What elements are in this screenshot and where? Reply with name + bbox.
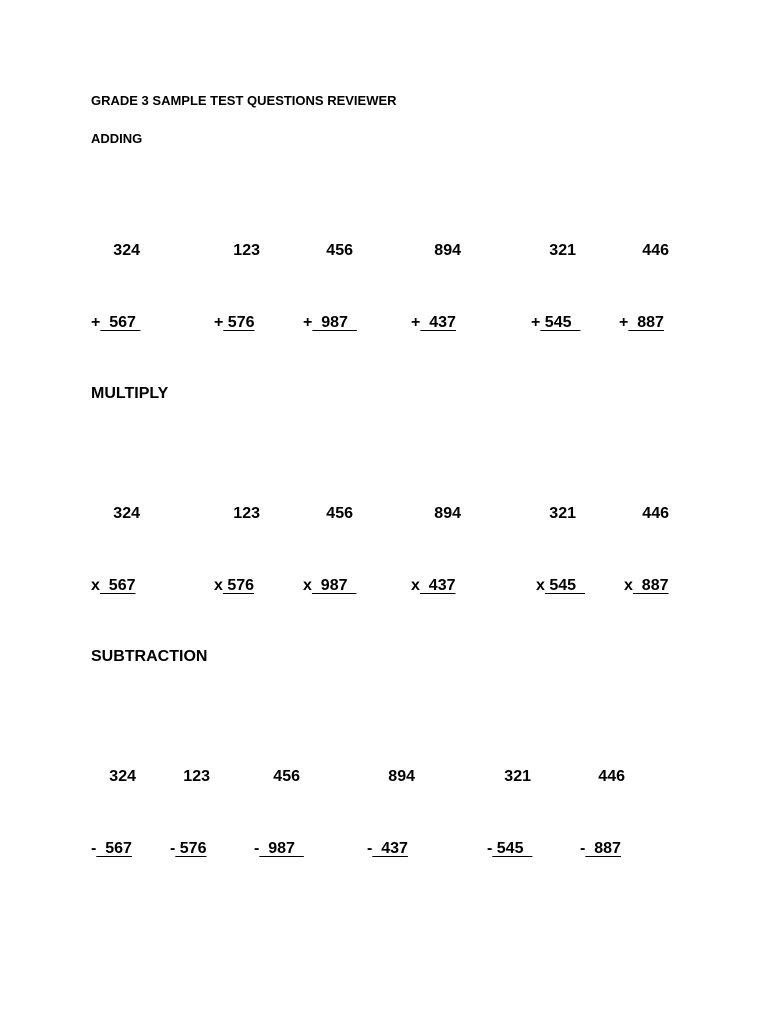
- times-sign: x: [536, 577, 545, 594]
- factor-bottom: 545: [544, 577, 585, 594]
- minuend: 123: [183, 768, 210, 785]
- times-sign: x: [214, 577, 223, 594]
- subtraction-problem: [170, 717, 210, 909]
- plus-sign: +: [619, 314, 629, 331]
- addend-bottom: 987: [312, 314, 357, 331]
- factor-bottom-line: [536, 574, 585, 598]
- addend-top: 324: [113, 242, 140, 259]
- factor-top: 894: [434, 505, 461, 522]
- minus-sign: -: [170, 840, 176, 857]
- addend-bottom: 576: [223, 314, 255, 331]
- addition-problem: [91, 191, 140, 383]
- addition-problem: [303, 191, 357, 383]
- times-sign: x: [411, 577, 420, 594]
- subtrahend-line: [367, 837, 415, 861]
- multiplication-problem: [624, 454, 669, 646]
- subtrahend-line: [254, 837, 304, 861]
- addend-bottom-line: [411, 311, 461, 335]
- factor-top: 321: [549, 505, 576, 522]
- minuend: 321: [504, 768, 531, 785]
- subtraction-problem: [367, 717, 415, 909]
- subtrahend-line: [170, 837, 210, 861]
- factor-bottom-line: [411, 574, 461, 598]
- document-title: GRADE 3 SAMPLE TEST QUESTIONS REVIEWER: [91, 93, 397, 108]
- minus-sign: -: [487, 840, 493, 857]
- plus-sign: +: [411, 314, 421, 331]
- subtrahend: 437: [372, 840, 408, 857]
- addend-bottom-line: [214, 311, 260, 335]
- multiplication-problem: [303, 454, 357, 646]
- addend-bottom: 567: [100, 314, 141, 331]
- factor-bottom-line: [303, 574, 357, 598]
- minus-sign: -: [580, 840, 586, 857]
- addition-problem: [411, 191, 461, 383]
- times-sign: x: [91, 577, 100, 594]
- section-heading-subtraction: SUBTRACTION: [91, 648, 208, 665]
- addend-bottom: 437: [420, 314, 456, 331]
- subtrahend: 567: [96, 840, 132, 857]
- addend-bottom-line: [91, 311, 140, 335]
- factor-bottom: 887: [632, 577, 669, 594]
- addend-top: 123: [233, 242, 260, 259]
- factor-bottom-line: [624, 574, 669, 598]
- factor-top: 456: [326, 505, 353, 522]
- section-heading-multiply: MULTIPLY: [91, 385, 169, 402]
- addend-top: 894: [434, 242, 461, 259]
- plus-sign: +: [531, 314, 541, 331]
- plus-sign: +: [303, 314, 313, 331]
- factor-bottom: 576: [222, 577, 255, 594]
- minus-sign: -: [254, 840, 260, 857]
- addend-bottom-line: [531, 311, 581, 335]
- addend-top: 456: [326, 242, 353, 259]
- addition-problem: [531, 191, 581, 383]
- subtrahend: 887: [585, 840, 621, 857]
- subtraction-problem: [91, 717, 136, 909]
- subtrahend-line: [487, 837, 531, 861]
- factor-bottom: 987: [311, 577, 357, 594]
- addend-bottom: 545: [540, 314, 581, 331]
- addend-top: 321: [549, 242, 576, 259]
- subtraction-problem: [580, 717, 625, 909]
- minuend: 456: [273, 768, 300, 785]
- addend-top: 446: [642, 242, 669, 259]
- factor-top: 446: [642, 505, 669, 522]
- addend-bottom: 887: [628, 314, 664, 331]
- addend-bottom-line: [303, 311, 357, 335]
- multiplication-problem: [214, 454, 260, 646]
- section-heading-adding: ADDING: [91, 131, 143, 146]
- subtraction-problem: [487, 717, 531, 909]
- minus-sign: -: [91, 840, 97, 857]
- minuend: 324: [109, 768, 136, 785]
- factor-bottom-line: [91, 574, 140, 598]
- plus-sign: +: [214, 314, 224, 331]
- factor-top: 324: [113, 505, 140, 522]
- addition-problem: [619, 191, 669, 383]
- times-sign: x: [303, 577, 312, 594]
- minuend: 894: [388, 768, 415, 785]
- multiplication-problem: [91, 454, 140, 646]
- factor-top: 123: [233, 505, 260, 522]
- subtrahend-line: [91, 837, 136, 861]
- factor-bottom: 567: [99, 577, 136, 594]
- factor-bottom: 437: [419, 577, 456, 594]
- plus-sign: +: [91, 314, 101, 331]
- subtrahend: 576: [175, 840, 207, 857]
- factor-bottom-line: [214, 574, 260, 598]
- subtraction-problem: [254, 717, 304, 909]
- subtrahend: 987: [259, 840, 304, 857]
- multiplication-problem: [411, 454, 461, 646]
- minus-sign: -: [367, 840, 373, 857]
- subtrahend-line: [580, 837, 625, 861]
- minuend: 446: [598, 768, 625, 785]
- multiplication-problem: [536, 454, 585, 646]
- addition-problem: [214, 191, 260, 383]
- times-sign: x: [624, 577, 633, 594]
- subtrahend: 545: [492, 840, 533, 857]
- addend-bottom-line: [619, 311, 669, 335]
